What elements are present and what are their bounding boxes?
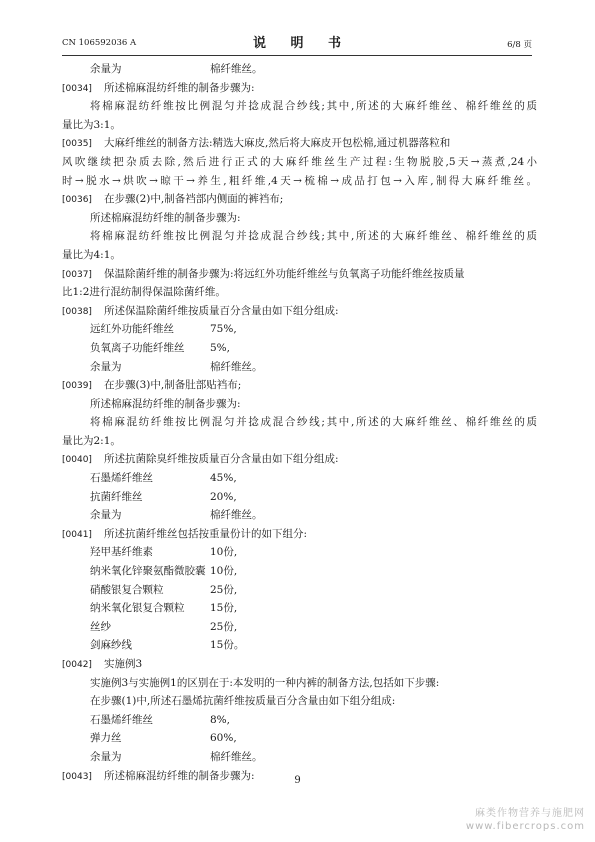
paragraph-text: 在步骤(2)中,制备裆部内侧面的裤裆布;	[104, 193, 284, 206]
component-amount: 棉纤维丝。	[210, 750, 263, 763]
component-amount: 棉纤维丝。	[210, 360, 263, 373]
paragraph-text: 实施例3	[104, 658, 143, 670]
page-header	[62, 30, 532, 54]
component-row	[62, 488, 537, 507]
paragraph-text: 所述棉麻混纺纤维的制备步骤为:	[104, 81, 255, 94]
text-line	[62, 283, 537, 302]
paragraph-number: [0037]	[62, 269, 92, 280]
component-amount: 10份,	[210, 565, 238, 578]
paragraph-text: 所述保温除菌纤维按质量百分含量由如下组分组成:	[104, 304, 339, 317]
line-text: 量比为3:1。	[62, 118, 121, 131]
line-text: 所述棉麻混纺纤维的制备步骤为:	[90, 211, 241, 224]
paragraph-text: 大麻纤维丝的制备方法:精选大麻皮,然后将大麻皮开包松棉,通过机器落粒和	[104, 137, 451, 150]
component-name: 剑麻纱线	[90, 639, 132, 652]
component-name: 抗菌纤维丝	[90, 490, 143, 503]
component-amount: 15份。	[210, 639, 245, 652]
component-row	[62, 729, 537, 748]
component-name: 余量为	[90, 63, 122, 75]
document-title: 说 明 书	[252, 36, 352, 51]
component-amount: 25份,	[210, 583, 238, 596]
paragraph-first-line	[62, 302, 537, 321]
paragraph-number: [0034]	[62, 83, 92, 94]
component-row	[62, 618, 537, 637]
component-amount: 60%,	[210, 732, 237, 745]
component-name: 羟甲基纤维素	[90, 546, 153, 559]
header-rule	[62, 55, 532, 56]
component-amount: 75%,	[210, 323, 237, 336]
component-name: 纳米氧化锌聚氨酯微胶囊	[90, 565, 206, 578]
paragraph-text: 所述棉麻混纺纤维的制备步骤为:	[104, 769, 255, 782]
paragraph-first-line	[62, 376, 537, 395]
line-text: 时→脱水→烘吹→晾干→养生,粗纤维,4天→梳棉→成品打包→入库,制得大麻纤维丝。	[62, 174, 537, 187]
text-line	[62, 153, 537, 172]
text-line	[62, 97, 537, 116]
component-row	[62, 636, 537, 655]
text-line	[62, 227, 537, 246]
watermark	[466, 804, 585, 832]
component-name: 纳米氧化银复合颗粒	[90, 602, 185, 615]
component-row	[62, 599, 537, 618]
paragraph-number: [0040]	[62, 455, 92, 466]
line-text: 所述棉麻混纺纤维的制备步骤为:	[90, 397, 241, 410]
component-row	[62, 469, 537, 488]
component-row	[62, 506, 537, 525]
paragraph-number: [0036]	[62, 195, 92, 206]
component-name: 负氧离子功能纤维丝	[90, 341, 185, 354]
text-line	[62, 395, 537, 414]
component-amount: 25份,	[210, 620, 238, 633]
paragraph-first-line	[62, 525, 537, 544]
watermark-url: www.fibercrops.com	[465, 821, 585, 832]
paragraph-first-line	[62, 450, 537, 469]
text-line	[62, 413, 537, 432]
paragraph-text: 在步骤(3)中,制备肚部贴裆布;	[104, 379, 242, 392]
paragraph-number: [0041]	[62, 529, 92, 540]
component-amount: 5%,	[210, 341, 230, 354]
paragraph-number: [0039]	[62, 381, 92, 392]
component-amount: 10份,	[210, 546, 238, 559]
component-name: 丝纱	[90, 620, 111, 633]
text-line	[62, 172, 537, 191]
component-name: 硝酸银复合颗粒	[90, 583, 164, 596]
paragraph-first-line	[62, 79, 537, 98]
text-line	[62, 116, 537, 135]
line-text: 实施例3与实施例1的区别在于:本发明的一种内裤的制备方法,包括如下步骤:	[90, 676, 440, 689]
component-row	[62, 358, 537, 377]
component-row	[62, 543, 537, 562]
line-text: 在步骤(1)中,所述石墨烯抗菌纤维按质量百分含量由如下组分组成:	[90, 695, 396, 708]
component-name: 石墨烯纤维丝	[90, 713, 153, 726]
component-amount: 15份,	[210, 602, 238, 615]
page-number: 9	[294, 775, 301, 786]
component-row	[62, 748, 537, 767]
text-line	[62, 674, 537, 693]
paragraph-text: 保温除菌纤维的制备步骤为:将远红外功能纤维丝与负氧离子功能纤维丝按质量	[104, 267, 465, 280]
component-row	[62, 562, 537, 581]
component-amount: 8%,	[210, 713, 230, 726]
text-line	[62, 209, 537, 228]
line-text: 将棉麻混纺纤维按比例混匀并捻成混合纱线;其中,所述的大麻纤维丝、棉纤维丝的质	[90, 230, 537, 243]
component-amount: 棉纤维丝。	[210, 509, 263, 522]
page-indicator: 6/8 页	[507, 40, 532, 50]
component-row	[62, 711, 537, 730]
paragraph-first-line	[62, 190, 537, 209]
text-line	[62, 246, 537, 265]
paragraph-first-line	[62, 265, 537, 284]
component-name: 远红外功能纤维丝	[90, 323, 174, 336]
paragraph-number: [0043]	[62, 771, 92, 782]
component-amount: 棉纤维丝。	[210, 63, 263, 75]
text-line	[62, 432, 537, 451]
publication-number: CN 106592036 A	[62, 38, 137, 48]
paragraph-first-line	[62, 655, 537, 674]
line-text: 量比为4:1。	[62, 248, 121, 261]
line-text: 将棉麻混纺纤维按比例混匀并捻成混合纱线;其中,所述的大麻纤维丝、棉纤维丝的质	[90, 416, 537, 429]
text-line	[62, 692, 537, 711]
component-row	[62, 339, 537, 358]
component-row	[62, 320, 537, 339]
paragraph-text: 所述抗菌纤维丝包括按重量份计的如下组分:	[104, 527, 308, 540]
line-text: 将棉麻混纺纤维按比例混匀并捻成混合纱线;其中,所述的大麻纤维丝、棉纤维丝的质	[90, 100, 537, 113]
line-text: 比1:2进行混纺制得保温除菌纤维。	[62, 286, 226, 299]
component-name: 余量为	[90, 509, 122, 522]
paragraph-first-line	[62, 134, 537, 153]
paragraph-number: [0042]	[62, 660, 92, 670]
component-row	[62, 60, 537, 79]
component-name: 余量为	[90, 360, 122, 373]
component-amount: 45%,	[210, 472, 237, 485]
paragraph-number: [0038]	[62, 306, 92, 317]
component-row	[62, 581, 537, 600]
watermark-site-name: 麻类作物营养与施肥网	[475, 808, 585, 819]
component-name: 余量为	[90, 750, 122, 763]
paragraph-number: [0035]	[62, 139, 92, 150]
component-name: 石墨烯纤维丝	[90, 472, 153, 485]
description-body	[62, 60, 537, 785]
line-text: 风吹继续把杂质去除,然后进行正式的大麻纤维丝生产过程:生物脱胶,5天→蒸煮,24小	[62, 155, 537, 168]
paragraph-text: 所述抗菌除臭纤维按质量百分含量由如下组分组成:	[104, 453, 339, 466]
component-name: 弹力丝	[90, 732, 122, 745]
line-text: 量比为2:1。	[62, 434, 121, 447]
component-amount: 20%,	[210, 490, 237, 503]
